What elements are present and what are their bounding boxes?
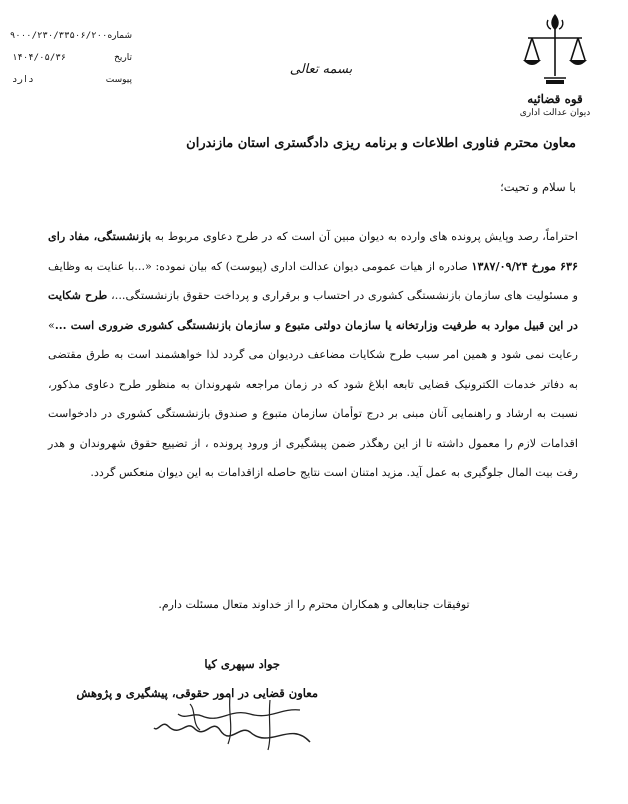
greeting: با سلام و تحیت؛ (500, 180, 576, 194)
body-bold-requirement: طرح شکایت در این قبیل موارد به طرفیت وزارتخانه یا سازمان دولتی متبوع و سازمان بازنشستگی کشوری ضروری است ... (48, 288, 578, 332)
judiciary-emblem (512, 10, 598, 120)
date-label: تاریخ (114, 53, 132, 63)
number-value: ۹۰۰۰/۲۳۰/۳۳۵۰۶/۲۰۰ (9, 31, 108, 41)
bismillah-heading: بسمه تعالی (289, 62, 353, 77)
number-row (9, 30, 132, 43)
signer-name: جواد سپهری کیا (204, 657, 280, 671)
body-text-1: احتراماً، رصد وپایش پرونده های وارده به دیوان مبین آن است که در طرح دعاوی مربوط به (151, 230, 578, 243)
body-text-3: » رعایت نمی شود و همین امر سبب طرح شکایات مضاعف دردیوان می گردد لذا خواهشمند است به طرق مقتضی به دفاتر خدمات الکترونیک قضایی تابعه ابلاغ شود که در زمان مراجعه شهروندان به منظور طرح دعاوی مذکور، نسبت به ارشاد و راهنمایی آنان مبنی بر درج توأمان سازمان متبوع و صندوق بازنشستگی کشوری در دادخواست اقدامات لازم را معمول داشته تا از این رهگذر ضمن پیشگیری از ورود پرونده ، از تضییع حقوق شهروندان و هدر رفت بیت المال جلوگیری به عمل آید. مزید امتنان است نتایج حاصله ازاقدامات به این دیوان منعکس گردد. (48, 318, 578, 479)
scales-of-justice-icon (520, 10, 590, 90)
signer-title: معاون قضایی در امور حقوقی، پیشگیری و پژوهش (76, 686, 318, 700)
addressee: معاون محترم فناوری اطلاعات و برنامه ریزی دادگستری استان مازندران (186, 136, 576, 151)
date-value: ۱۴۰۴/۰۵/۳۶ (12, 53, 67, 63)
number-label: شماره (107, 31, 132, 41)
letter-body (48, 222, 578, 488)
emblem-title: قوه قضائیه (527, 92, 583, 106)
emblem-subtitle: دیوان عدالت اداری (519, 108, 591, 118)
handwritten-signature (150, 680, 320, 760)
body-text-2: صادره از هیات عمومی دیوان عدالت اداری (پیوست) که بیان نموده: «...با عنایت به وظایف و مسئولیت های سازمان بازنشستگی کشوری در احتساب و برقراری و پرداخت حقوق بازنشستگی...، (48, 259, 578, 302)
attachment-row (12, 74, 132, 87)
body-bold-ruling: بازنشستگی، مفاد رای ۶۳۶ مورخ ۱۳۸۷/۰۹/۲۴ (48, 229, 578, 273)
attachment-label: پیوست (105, 75, 132, 85)
closing-line: توفیقات جنابعالی و همکاران محترم را از خداوند متعال مسئلت دارم. (158, 598, 470, 611)
date-row (12, 52, 132, 65)
reference-block (9, 30, 132, 96)
attachment-value: دارد (12, 75, 34, 85)
